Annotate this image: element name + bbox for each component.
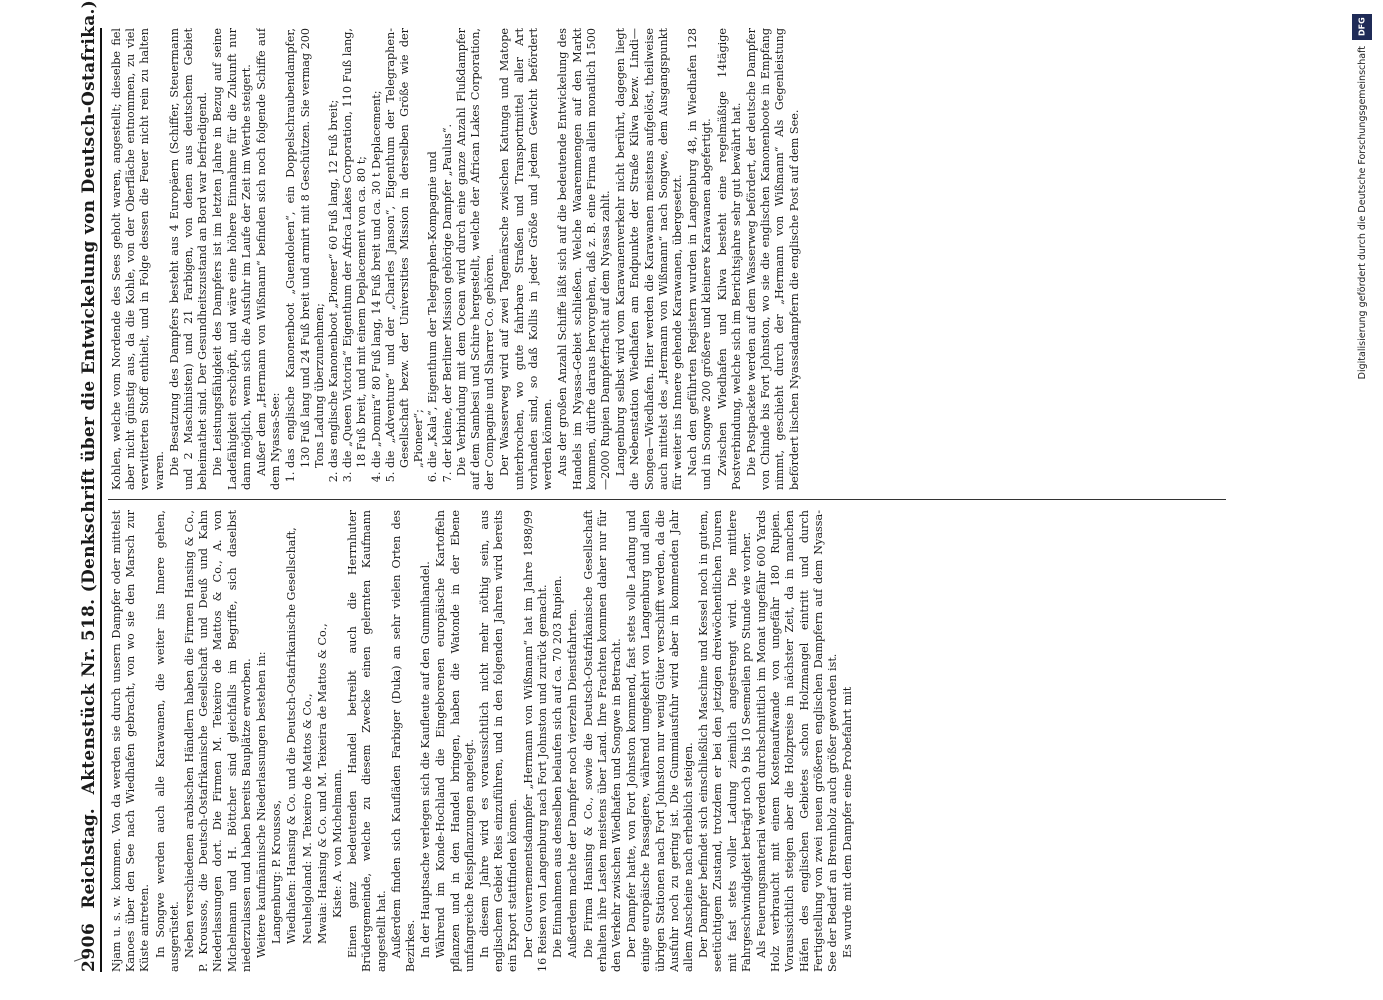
- column-divider: [108, 499, 1226, 500]
- page-number: 2906: [79, 922, 99, 972]
- chamber-name: Reichstag.: [79, 808, 99, 909]
- paragraph: Die Firma Hansing & Co., sowie die Deutsch-Ostafrikanische Gesellschaft erhalten ihre Lasten meistens über Land. Ihre Frachten kommen daher nur für den Verkehr zwischen Wiedhafen und Songwe in Betracht.: [581, 510, 623, 972]
- paragraph: Langenburg selbst wird vom Karawanenverkehr nicht berührt, dagegen liegt die Nebenstation Wiedhafen am Endpunkte der Straße Kilwa bezw. Lindi—Songea—Wiedhafen. Hier werden die Karawanen meistens aufgelöst, theilweise auch mittelst des „Hermann von Wißmann“ nach Songwe, dem Ausgangspunkt für weiter ins Innere gehende Karawanen, übergesetzt.: [614, 28, 684, 490]
- document-title: Aktenstück Nr. 518. (Denkschrift über die Entwickelung von Deutsch-Ostafrika.): [79, 0, 99, 795]
- credit-text: Digitalisierung gefördert durch die Deutsche Forschungsgemeinschaft: [1356, 46, 1368, 380]
- page-header: [60, 0, 102, 972]
- settlement-entry: Mwaia: Hansing & Co. und M. Teixeira de Mattos & Co.,: [315, 623, 329, 944]
- ship-list-item: 6. die „Kala“, Eigenthum der Telegraphen-Kompagnie und: [426, 28, 440, 468]
- paragraph: Zwischen Wiedhafen und Kilwa besteht eine regelmäßige 14tägige Postverbindung, welche sich im Berichtsjahre sehr gut bewährt hat.: [715, 28, 743, 490]
- paragraph: In Songwe werden auch alle Karawanen, die weiter ins Innere gehen, ausgerüstet.: [153, 510, 181, 972]
- digitization-credit: [1352, 14, 1372, 986]
- paragraph: Der Dampfer befindet sich einschließlich Maschine und Kessel noch in gutem, seetüchtigem Zustand, trotzdem er bei den jetzigen dreiwöchentlichen Touren mit fast stets voller Ladung ziemlich angestrengt wird. Die mittlere Fahrgeschwindigkeit beträgt noch 9 bis 10 Seemeilen pro Stunde wie vorher.: [697, 510, 753, 972]
- paragraph: In diesem Jahre wird es voraussichtlich nicht mehr nöthig sein, aus englischem Gebiet Reis einzuführen, und in den folgenden Jahren wird bereits ein Export stattfinden können.: [478, 510, 520, 972]
- paragraph: Die Postpackete werden auf dem Wasserweg befördert, der deutsche Dampfer von Chinde bis Fort Johnston, wo sie die englischen Kanonenboote in Empfang nimmt, geschieht durch der „Hermann von Wißmann“ Als Gegenleistung befördert lischen Nyassadampfern die englische Post auf dem See.: [744, 28, 801, 490]
- ship-list-item: 4. die „Domira“ 80 Fuß lang, 14 Fuß breit und ca. 30 t Deplacement;: [370, 28, 384, 468]
- paragraph: Nach den geführten Registern wurden in Langenburg 48, in Wiedhafen 128 und in Songwe 200 größere und kleinere Karawanen abgefertigt.: [686, 28, 714, 490]
- paragraph: Weitere kaufmännische Niederlassungen bestehen in:: [255, 651, 269, 958]
- paragraph: Es wurde mit dem Dampfer eine Probefahrt mit: [841, 686, 855, 958]
- paragraph: Außerdem machte der Dampfer noch vierzehn Dienstfahrten.: [566, 608, 580, 958]
- ship-list: [284, 28, 454, 490]
- paragraph: Außer dem „Hermann von Wißmann“ befinden sich noch folgende Schiffe auf dem Nyassa-See:: [255, 28, 283, 490]
- paragraph: Als Feuerungsmaterial werden durchschnittlich im Monat ungefähr 600 Yards Holz verbraucht mit einem Kostenaufwande von ungefähr 180 Rupien. Voraussichtlich steigen aber die Holzpreise in nächster Zeit, da in manchen Häfen des englischen Gebietes schon Holzmangel eintritt und durch Fertigstellung von zwei neuen größeren englischen Dampfern auf dem Nyassa-See der Bedarf an Brennholz auch größer geworden ist.: [754, 510, 839, 972]
- dfg-logo: DFG: [1352, 14, 1372, 40]
- paragraph: Njam u. s. w. kommen. Von da werden sie durch unsern Dampfer oder mittelst Kanoes über den See nach Wiedhafen gebracht, von wo sie den Marsch zur Küste antreten.: [110, 510, 152, 972]
- settlement-entry: Neuhelgoland: M. Teixeiro de Mattos & Co.,: [300, 693, 314, 944]
- paragraph: Die Verbindung mit dem Ocean wird durch eine ganze Anzahl Flußdampfer auf dem Sambesi und Schire hergestellt, welche der African Lakes Corporation, der Compagnie und Sharrer Co. gehören.: [454, 28, 497, 490]
- ship-list-item: 3. die „Queen Victoria“ Eigenthum der Africa Lakes Corporation, 110 Fuß lang, 18 Fuß breit, und mit einem Deplacement von ca. 80 t;: [341, 28, 369, 468]
- paragraph: Die Besatzung des Dampfers besteht aus 4 Europäern (Schiffer, Steuermann und 2 Maschinisten) und 21 Farbigen, von denen aus deutschem Gebiet beheimathet sind. Der Gesundheitszustand an Bord war befriedigend.: [167, 28, 210, 490]
- settlement-entry: Kiste: A. von Michelmann.: [331, 768, 345, 918]
- ship-list-item: 2. das englische Kanonenboot „Pioneer“ 60 Fuß lang, 12 Fuß breit;: [327, 28, 341, 468]
- left-column: [110, 510, 1230, 972]
- paragraph: Während im Konde-Hochland die Eingeborenen europäische Kartoffeln pflanzen und in den Handel bringen, haben die Watonde in der Ebene umfangreiche Reispflanzungen angelegt.: [434, 510, 476, 972]
- ship-list-item: 5. die „Adventure“ und der „Charles Janson“, Eigenthum der Telegraphen-Gesellschaft bezw. der Universities Mission in derselben Größe wie der „Pioneer“;: [384, 28, 427, 468]
- paragraph: Einen ganz bedeutenden Handel betreibt auch die Herrnhuter Brüdergemeinde, welche zu diesem Zwecke einen gelernten Kaufmann angestellt hat.: [346, 510, 388, 972]
- paragraph: Die Einnahmen aus denselben belaufen sich auf ca. 70 203 Rupien.: [551, 575, 565, 958]
- paragraph: Kohlen, welche vom Nordende des Sees geholt waren, angestellt; dieselbe fiel aber nicht günstig aus, da die Kohle, von der Oberfläche entnommen, zu viel verwitterten Stoff enthielt, und in Folge dessen die Feuer nicht rein zu halten waren.: [110, 28, 166, 490]
- right-column: [110, 28, 1230, 490]
- settlement-entry: Langenburg: P. Kroussos,: [270, 799, 284, 944]
- paragraph: Der Gouvernementsdampfer „Hermann von Wißmann“ hat im Jahre 1898/99 16 Reisen von Langenburg nach Fort Johnston und zurück gemacht.: [521, 510, 549, 972]
- paragraph: Außerdem finden sich Kaufläden Farbiger (Duka) an sehr vielen Orten des Bezirkes.: [389, 510, 418, 972]
- ship-list-item: 1. das englische Kanonenboot „Guendoleen“, ein Doppelschraubendampfer, 130 Fuß lang und 24 Fuß breit und armirt mit 8 Geschützen. Sie vermag 200 Tons Ladung überzunehmen;: [284, 28, 327, 468]
- paragraph: In der Hauptsache verlegen sich die Kaufleute auf den Gummihandel.: [419, 561, 433, 958]
- paragraph: Neben verschiedenen arabischen Händlern haben die Firmen Hansing & Co., P. Kroussos, die Deutsch-Ostafrikanische Gesellschaft und Deuß und Kahn Niederlassungen dort. Die Firmen M. Teixeiro de Mattos & Co., A. von Michelmann und H. Böttcher sind gleichfalls im Begriffe, sich daselbst niederzulassen und haben bereits Bauplätze erworben.: [183, 510, 253, 972]
- paragraph: Die Leistungsfähigkeit des Dampfers ist im letzten Jahre in Bezug auf seine Ladefähigkeit erschöpft, und wäre eine höhere Einnahme für die Zukunft nur dann möglich, wenn sich die Ausfuhr im Laufe der Zeit im Werthe steigert.: [211, 28, 253, 490]
- paragraph: Der Dampfer hatte, von Fort Johnston kommend, fast stets volle Ladung und einige europäische Passagiere, während umgekehrt von Langenburg und allen übrigen Stationen nach Fort Johnston nur wenig Güter verschifft werden, da die Ausfuhr noch zu gering ist. Die Gummiausfuhr wird aber in kommenden Jahr allem Anscheine nach erheblich steigen.: [625, 510, 695, 972]
- paragraph: Der Wasserweg wird auf zwei Tagemärsche zwischen Katunga und Matope unterbrochen, wo gute fahrbare Straßen und Transportmittel aller Art vorhanden sind, so daß Kollis in jeder Größe und jedem Gewicht befördert werden können.: [498, 28, 555, 490]
- ship-list-item: 7. der kleine, der Berliner Mission gehörige Dampfer „Paulus“.: [441, 28, 455, 468]
- paragraph: Aus der großen Anzahl Schiffe läßt sich auf die bedeutende Entwickelung des Handels im Nyassa-Gebiet schließen. Welche Waarenmengen auf den Markt kommen, dürfte daraus hervorgehen, daß z. B. eine Firma allein monatlich 1500—2000 Rupien Dampferfracht auf dem Nyassa zahlt.: [556, 28, 612, 490]
- settlement-entry: Wiedhafen: Hansing & Co. und die Deutsch-Ostafrikanische Gesellschaft,: [285, 527, 299, 944]
